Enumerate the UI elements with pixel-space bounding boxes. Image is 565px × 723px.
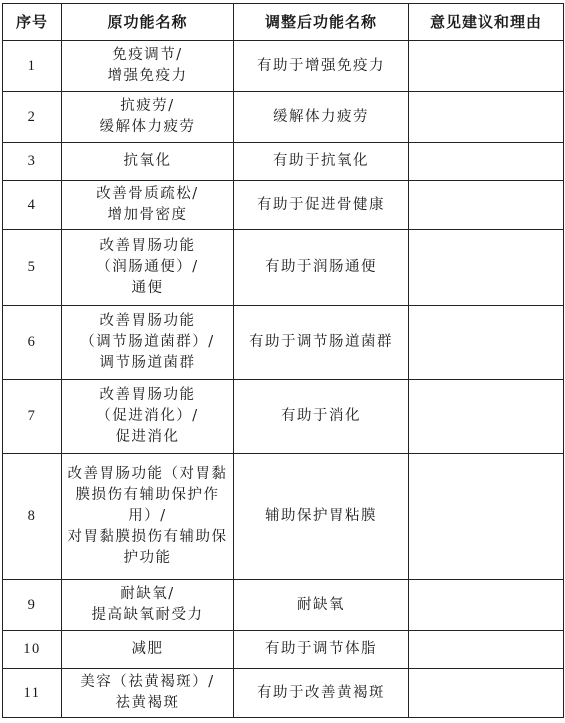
- row-number: 5: [3, 230, 62, 306]
- table-row: [3, 306, 564, 380]
- row-number: 1: [3, 41, 62, 92]
- table-row: [3, 631, 564, 669]
- table-row: [3, 92, 564, 143]
- table-row: [3, 454, 564, 580]
- table-row: [3, 669, 564, 718]
- original-name-line: 通便: [131, 280, 164, 296]
- adjusted-name-cell: 有助于润肠通便: [234, 230, 409, 306]
- comment-cell: [409, 669, 564, 718]
- table-row: [3, 143, 564, 181]
- comment-cell: [409, 580, 564, 631]
- adjusted-name-cell: 有助于改善黄褐斑: [234, 669, 409, 718]
- original-name-line: 促进消化: [115, 429, 180, 445]
- original-name-line: （润肠通便）/: [96, 259, 199, 275]
- row-number: 11: [3, 669, 62, 718]
- row-number: 2: [3, 92, 62, 143]
- original-name-line: 增强免疫力: [107, 68, 188, 84]
- row-number: 9: [3, 580, 62, 631]
- original-name-line: 抗疲劳/: [120, 98, 175, 114]
- original-name-cell: [62, 454, 234, 580]
- original-name-line: 改善骨质疏松/: [96, 186, 199, 202]
- original-name-line: 免疫调节/: [112, 47, 183, 63]
- original-name-line: 改善胃肠功能（对胃黏膜损伤有辅助保护作用）/: [67, 466, 228, 524]
- original-name-cell: [62, 143, 234, 181]
- adjusted-name-cell: 耐缺氧: [234, 580, 409, 631]
- adjusted-name-cell: 有助于增强免疫力: [234, 41, 409, 92]
- original-name-cell: [62, 631, 234, 669]
- original-name-cell: [62, 669, 234, 718]
- header-comment: 意见建议和理由: [409, 4, 564, 41]
- original-name-line: 提高缺氧耐受力: [91, 607, 204, 623]
- original-name-line: 增加骨密度: [107, 207, 188, 223]
- comment-cell: [409, 143, 564, 181]
- original-name-line: 缓解体力疲劳: [99, 119, 196, 135]
- adjusted-name-cell: 有助于调节肠道菌群: [234, 306, 409, 380]
- header-adjusted-name: 调整后功能名称: [234, 4, 409, 41]
- adjusted-name-cell: 有助于调节体脂: [234, 631, 409, 669]
- original-name-line: （调节肠道菌群）/: [80, 334, 215, 350]
- adjusted-name-cell: 缓解体力疲劳: [234, 92, 409, 143]
- comment-cell: [409, 230, 564, 306]
- original-name-line: 改善胃肠功能: [99, 313, 196, 329]
- original-name-cell: [62, 380, 234, 454]
- row-number: 6: [3, 306, 62, 380]
- adjusted-name-cell: 有助于促进骨健康: [234, 181, 409, 230]
- original-name-cell: [62, 41, 234, 92]
- original-name-line: 改善胃肠功能: [99, 238, 196, 254]
- original-name-line: 抗氧化: [123, 153, 172, 169]
- header-original-name: 原功能名称: [62, 4, 234, 41]
- original-name-cell: [62, 181, 234, 230]
- row-number: 3: [3, 143, 62, 181]
- comment-cell: [409, 41, 564, 92]
- original-name-cell: [62, 92, 234, 143]
- table-row: [3, 230, 564, 306]
- comment-cell: [409, 306, 564, 380]
- comment-cell: [409, 631, 564, 669]
- comment-cell: [409, 92, 564, 143]
- original-name-line: 耐缺氧/: [120, 586, 175, 602]
- original-name-line: 美容（祛黄褐斑）/: [80, 674, 215, 690]
- comment-cell: [409, 380, 564, 454]
- table-row: [3, 380, 564, 454]
- original-name-line: （促进消化）/: [96, 408, 199, 424]
- header-row: [3, 4, 564, 41]
- original-name-cell: [62, 230, 234, 306]
- original-name-line: 祛黄褐斑: [115, 695, 180, 711]
- adjusted-name-cell: 有助于抗氧化: [234, 143, 409, 181]
- row-number: 7: [3, 380, 62, 454]
- original-name-line: 减肥: [131, 641, 164, 657]
- function-name-table: [2, 3, 564, 718]
- comment-cell: [409, 181, 564, 230]
- table-row: [3, 41, 564, 92]
- original-name-cell: [62, 306, 234, 380]
- original-name-line: 改善胃肠功能: [99, 387, 196, 403]
- row-number: 4: [3, 181, 62, 230]
- adjusted-name-cell: 辅助保护胃粘膜: [234, 454, 409, 580]
- comment-cell: [409, 454, 564, 580]
- row-number: 10: [3, 631, 62, 669]
- row-number: 8: [3, 454, 62, 580]
- original-name-line: 调节肠道菌群: [99, 355, 196, 371]
- original-name-cell: [62, 580, 234, 631]
- table-row: [3, 181, 564, 230]
- header-no: 序号: [3, 4, 62, 41]
- original-name-line: 对胃黏膜损伤有辅助保护功能: [67, 529, 228, 566]
- table-row: [3, 580, 564, 631]
- adjusted-name-cell: 有助于消化: [234, 380, 409, 454]
